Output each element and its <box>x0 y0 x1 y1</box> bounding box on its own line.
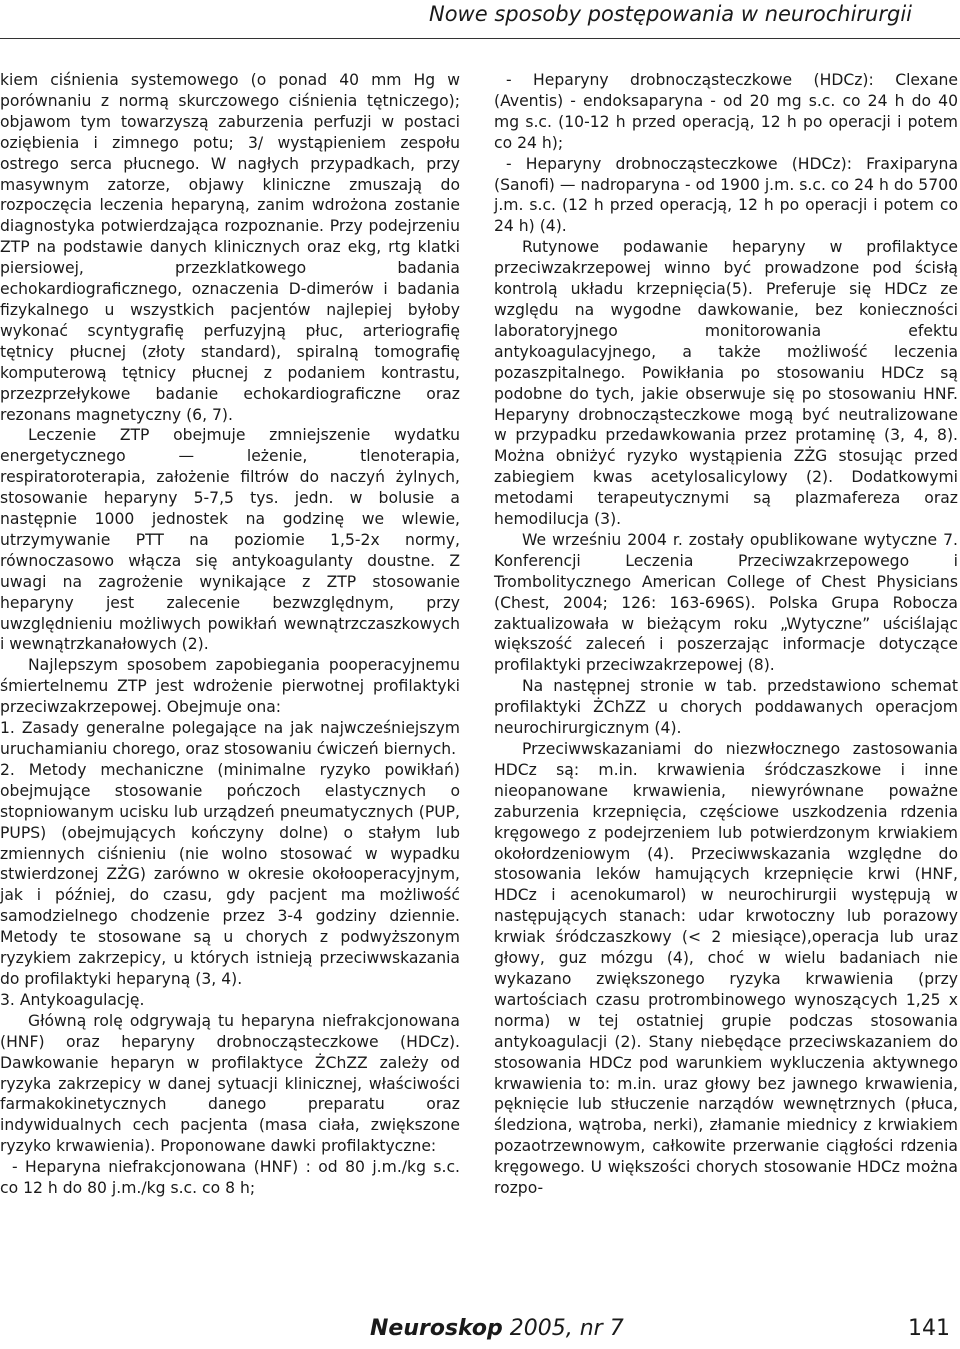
page-number: 141 <box>908 1316 950 1341</box>
left-text-column <box>0 70 460 1199</box>
paragraph: We wrześniu 2004 r. zostały opublikowane wytyczne 7. Konferencji Leczenia Przeciwzakrzepowego i Trombolitycznego American College of Chest Physicians (Chest, 2004; 126: 163-696S). Polska Grupa Robocza zaktualizowała w bieżącym roku „Wytyczne” uściślając większość zaleceń i poszerzając informacje dotyczące profilaktyki przeciwzakrzepowej (8). <box>494 530 958 675</box>
paragraph: Główną rolę odgrywają tu heparyna niefrakcjonowana (HNF) oraz heparyny drobnocząsteczkowe (HDCz). Dawkowanie heparyn w profilaktyce ŻChZZ zależy od ryzyka zakrzepicy w danej sytuacji klinicznej, właściwości farmakokinetycznych danego preparatu oraz indywidualnych cech pacjenta (masa ciała, zwiększone ryzyko krwawienia). Proponowane dawki profilaktyczne: <box>0 1011 460 1156</box>
header-divider <box>0 38 960 39</box>
paragraph: 2. Metody mechaniczne (minimalne ryzyko powikłań) obejmujące stosowanie pończoch elastycznych o stopniowanym ucisku lub urządzeń pneumatycznych (PUP, PUPS) (obejmujących kończyny dolne) o stałym lub zmiennych ciśnieniu (nie wolno stosować w wypadku stwierdzonej ZŻG) zarówno w okresie okołooperacyjnym, jak i później, do czasu, gdy pacjent ma możliwość samodzielnego chodzenie przez 3-4 godziny dziennie. Metody te stosowane są u chorych z podwyższonym ryzykiem zakrzepicy, u których istnieją przeciwwskazania do profilaktyki heparyną (3, 4). <box>0 760 460 988</box>
running-header-title: Nowe sposoby postępowania w neurochirurgii <box>429 2 912 26</box>
paragraph: - Heparyny drobnocząsteczkowe (HDCz): Clexane (Aventis) - endoksaparyna - od 20 mg s.c. co 24 h do 40 mg s.c. (10-12 h przed operacją, 12 h po operacji i potem co 24 h); <box>494 71 958 152</box>
paragraph: kiem ciśnienia systemowego (o ponad 40 mm Hg w porównaniu z normą skurczowego ciśnienia tętniczego); objawom tym towarzyszą zaburzenia perfuzji w postaci oziębienia i zimnego potu; 3/ wystąpieniem zespołu ostrego serca płucnego. W nagłych przypadkach, przy masywnym zatorze, objawy kliniczne zmuszają do rozpoczęcia leczenia heparyną, zanim wdrożona zostanie diagnostyka potwierdzająca rozpoznanie. Przy podejrzeniu ZTP na podstawie danych klinicznych oraz ekg, rtg klatki piersiowej, przezklatkowego badania echokardiograficznego, oznaczenia D-dimerów i badania fizykalnego u wszystkich pacjentów najlepiej byłoby wykonać scyntygrafię perfuzyjną płuc, arteriografię tętnicy płucnej (złoty standard), spiralną tomografię komputerową tętnicy płucnej z podaniem kontrastu, przezprzełykowe badanie echokardiograficzne oraz rezonans magnetyczny (6, 7). <box>0 71 460 424</box>
paragraph: Rutynowe podawanie heparyny w profilaktyce przeciwzakrzepowej winno być prowadzone pod ścisłą kontrolą układu krzepnięcia(5). Preferuje się HDCz ze względu na wygodne dawkowanie, bez konieczności laboratoryjnego monitorowania efektu antykoagulacyjnego, a także możliwość leczenia pozaszpitalnego. Powikłania po stosowaniu HDCz są podobne do tych, jakie obserwuje się po stosowaniu HNF. Heparyny drobnocząsteczkowe mogą być neutralizowane w przypadku przedawkowania przez protaminę (3, 4, 8). Można obniżyć ryzyko wystąpienia ZŻG stosując przed zabiegiem kwas acetylosalicylowy (2). Dodatkowymi metodami terapeutycznymi są plazmafereza oraz hemodilucja (3). <box>494 238 958 529</box>
paragraph: Leczenie ZTP obejmuje zmniejszenie wydatku energetycznego — leżenie, tlenoterapia, respiratoroterapia, założenie filtrów do naczyń żylnych, stosowanie heparyny 5-7,5 tys. jedn. w bolusie a następnie 1000 jednostek na godzinę we wlewie, utrzymywanie PTT na poziomie 1,5-2x normy, równoczasowo włącza się antykoagulanty doustne. Z uwagi na zagrożenie wynikające z ZTP stosowanie heparyny jest zalecenie bezwzględnym, przy uwzględnieniu możliwych powikłań wewnątrzczaszkowych i wewnątrzkanałowych (2). <box>0 426 460 654</box>
paragraph: Przeciwwskazaniami do niezwłocznego zastosowania HDCz są: m.in. krwawienia śródczaszkowe i inne nieopanowane krwawienia, niewyrównane poważne zaburzenia krzepnięcia, częściowe uszkodzenia rdzenia kręgowego z podejrzeniem lub potwierdzonym krwiakiem okołordzeniowym (4). Przeciwwskazania względne do stosowania leków hamujących krzepnięcie krwi (HNF, HDCz i acenokumarol) w neurochirurgii występują w następujących stanach: udar krwotoczny lub porazowy krwiak śródczaszkowy (< 2 miesiące),operacja lub uraz głowy, guz mózgu (4), choć w wielu badaniach nie wykazano zwiększonego ryzyka krwawienia (przy wartościach czasu protrombinowego wynoszących 1,25 x norma) w tej ostatniej grupie podczas stosowania antykoagulacji (2). Stany niebędące przeciwskazaniem do stosowania HDCz pod warunkiem wykluczenia aktywnego krwawienia to: m.in. uraz głowy bez jawnego krwawienia, pęknięcie lub stłuczenie narządów wewnętrznych (płuca, śledziona, wątroba, nerki), złamanie miednicy z krwiakiem pozaotrzewnowym, całkowite przerwanie ciągłości rdzenia kręgowego. U większości chorych stosowanie HDCz można rozpo- <box>494 740 958 1198</box>
paragraph: - Heparyny drobnocząsteczkowe (HDCz): Fraxiparyna (Sanofi) — nadroparyna - od 1900 j.m. s.c. co 24 h do 5700 j.m. s.c. (12 h przed operacją, 12 h po operacji i potem co 24 h) (4). <box>494 154 958 236</box>
paragraph: - Heparyna niefrakcjonowana (HNF) : od 80 j.m./kg s.c. co 12 h do 80 j.m./kg s.c. co 8 h; <box>0 1158 460 1198</box>
footer-journal-citation <box>370 1316 624 1341</box>
paragraph: 3. Antykoagulację. <box>0 990 145 1009</box>
paragraph: 1. Zasady generalne polegające na jak najwcześniejszym uruchamianiu chorego, oraz stosowaniu ćwiczeń biernych. <box>0 719 460 758</box>
journal-issue: 2005, nr 7 <box>502 1316 624 1341</box>
paragraph: Na następnej stronie w tab. przedstawiono schemat profilaktyki ŻChZZ u chorych poddawanych operacjom neurochirurgicznym (4). <box>494 677 958 738</box>
running-header <box>0 0 960 44</box>
paragraph: Najlepszym sposobem zapobiegania pooperacyjnemu śmiertelnemu ZTP jest wdrożenie pierwotnej profilaktyki przeciwzakrzepowej. Obejmuje ona: <box>0 656 460 717</box>
right-text-column <box>494 70 958 1199</box>
journal-name: Neuroskop <box>370 1316 503 1341</box>
